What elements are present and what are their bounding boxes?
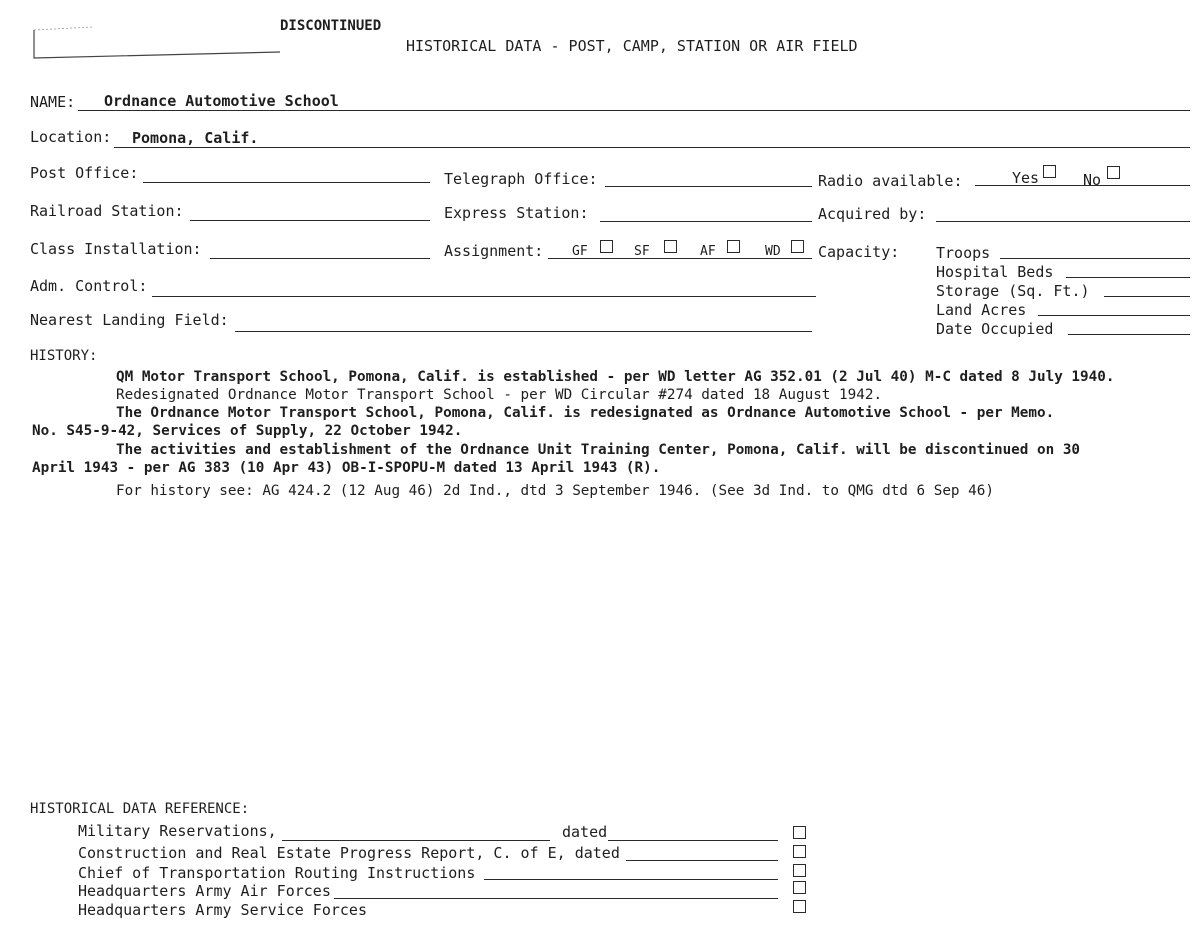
reference-label: HISTORICAL DATA REFERENCE: xyxy=(30,801,250,817)
location-label: Location: xyxy=(30,128,112,146)
radio-no-label: No xyxy=(1083,171,1102,189)
history-line: No. S45-9-42, Services of Supply, 22 October 1942. xyxy=(32,423,463,439)
capacity-hospital-beds-label: Hospital Beds xyxy=(936,263,1054,281)
acquired-by-line xyxy=(936,221,1190,222)
capacity-storage-label: Storage (Sq. Ft.) xyxy=(936,282,1090,300)
assignment-wd-checkbox[interactable] xyxy=(791,240,804,253)
radio-no-checkbox[interactable] xyxy=(1107,166,1120,179)
radio-yes-label: Yes xyxy=(1012,169,1040,187)
chief-transportation-checkbox[interactable] xyxy=(793,864,806,877)
name-line xyxy=(78,110,1190,111)
assignment-gf-label: GF xyxy=(572,244,588,259)
history-line: April 1943 - per AG 383 (10 Apr 43) OB-I-SPOPU-M dated 13 April 1943 (R). xyxy=(32,460,661,476)
assignment-wd-label: WD xyxy=(765,244,781,259)
hq-air-forces-checkbox[interactable] xyxy=(793,881,806,894)
telegraph-office-line xyxy=(605,186,812,187)
stamp-bracket xyxy=(32,22,282,60)
capacity-date-occupied-label: Date Occupied xyxy=(936,320,1054,338)
telegraph-office-label: Telegraph Office: xyxy=(444,170,598,188)
capacity-troops-line xyxy=(1000,258,1190,259)
capacity-hospital-beds-line xyxy=(1066,277,1190,278)
location-value: Pomona, Calif. xyxy=(132,129,259,147)
radio-yes-checkbox[interactable] xyxy=(1043,165,1056,178)
dated-line xyxy=(608,840,778,841)
capacity-troops-label: Troops xyxy=(936,244,991,262)
assignment-af-label: AF xyxy=(700,244,716,259)
form-title: HISTORICAL DATA - POST, CAMP, STATION OR AIR FIELD xyxy=(406,37,858,55)
acquired-by-label: Acquired by: xyxy=(818,205,927,223)
hq-air-forces-label: Headquarters Army Air Forces xyxy=(78,882,331,900)
post-office-line xyxy=(143,182,430,183)
express-station-label: Express Station: xyxy=(444,204,589,222)
capacity-land-acres-line xyxy=(1038,315,1190,316)
hq-service-forces-label: Headquarters Army Service Forces xyxy=(78,901,367,919)
railroad-station-line xyxy=(190,220,430,221)
radio-label: Radio available: xyxy=(818,172,963,190)
name-label: NAME: xyxy=(30,93,76,111)
railroad-station-label: Railroad Station: xyxy=(30,202,184,220)
capacity-date-occupied-line xyxy=(1068,334,1190,335)
class-installation-label: Class Installation: xyxy=(30,240,202,258)
nearest-landing-field-label: Nearest Landing Field: xyxy=(30,311,229,329)
name-value: Ordnance Automotive School xyxy=(104,92,339,110)
chief-transportation-line xyxy=(484,879,778,880)
discontinued-stamp: DISCONTINUED xyxy=(280,18,382,34)
adm-control-label: Adm. Control: xyxy=(30,277,148,295)
post-office-label: Post Office: xyxy=(30,164,139,182)
chief-transportation-label: Chief of Transportation Routing Instructions xyxy=(78,864,476,882)
class-installation-line xyxy=(210,258,430,259)
military-reservations-label: Military Reservations, xyxy=(78,822,277,840)
assignment-label: Assignment: xyxy=(444,242,544,260)
history-line: QM Motor Transport School, Pomona, Calif. is established - per WD letter AG 352.01 (2 Jul 40) M-C dated 8 July 1940. xyxy=(116,369,1115,385)
construction-checkbox[interactable] xyxy=(793,845,806,858)
capacity-label: Capacity: xyxy=(818,243,900,261)
history-line: The activities and establishment of the Ordnance Unit Training Center, Pomona, Calif. will be discontinued on 30 xyxy=(116,442,1081,458)
capacity-storage-line xyxy=(1104,296,1190,297)
hq-air-forces-line xyxy=(334,898,778,899)
hq-service-forces-checkbox[interactable] xyxy=(793,900,806,913)
assignment-sf-checkbox[interactable] xyxy=(664,240,677,253)
history-line: For history see: AG 424.2 (12 Aug 46) 2d Ind., dtd 3 September 1946. (See 3d Ind. to QMG dtd 6 Sep 46) xyxy=(116,483,994,499)
assignment-af-checkbox[interactable] xyxy=(727,240,740,253)
history-line: The Ordnance Motor Transport School, Pomona, Calif. is redesignated as Ordnance Automotive School - per Memo. xyxy=(116,405,1055,421)
construction-line xyxy=(626,860,778,861)
nearest-landing-field-line xyxy=(235,331,812,332)
location-line xyxy=(114,147,1190,148)
capacity-land-acres-label: Land Acres xyxy=(936,301,1027,319)
military-reservations-line xyxy=(282,840,550,841)
express-station-line xyxy=(600,221,812,222)
construction-label: Construction and Real Estate Progress Report, C. of E, dated xyxy=(78,844,620,862)
assignment-sf-label: SF xyxy=(634,244,650,259)
assignment-gf-checkbox[interactable] xyxy=(600,240,613,253)
dated-label: dated xyxy=(562,823,608,841)
history-line: Redesignated Ordnance Motor Transport School - per WD Circular #274 dated 18 August 1942. xyxy=(116,387,883,403)
history-label: HISTORY: xyxy=(30,348,98,364)
adm-control-line xyxy=(152,296,816,297)
military-reservations-checkbox[interactable] xyxy=(793,826,806,839)
